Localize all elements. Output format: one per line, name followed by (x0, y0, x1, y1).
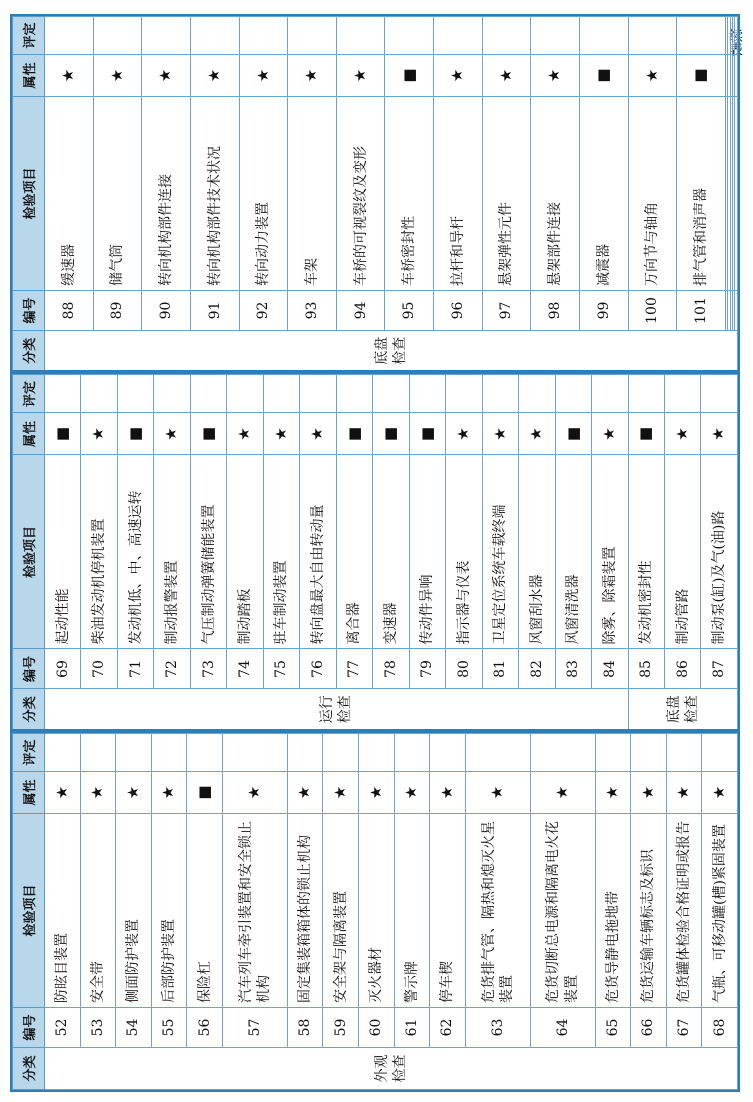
item-name: 防眩目装置 (45, 814, 81, 1008)
table-row (702, 734, 738, 1090)
item-name: 制动泵(缸)及气(油)路 (701, 455, 738, 649)
attribute-mark: ★ (45, 772, 81, 814)
evaluation-cell (93, 17, 142, 55)
table-row (287, 734, 323, 1090)
item-name: 万向节与轴角 (628, 97, 677, 291)
evaluation-cell (664, 375, 700, 413)
item-name: 转向盘最大自由转动量 (300, 455, 336, 649)
category-cell: 运行检查 (45, 689, 629, 731)
item-number: 60 (359, 1008, 395, 1048)
evaluation-cell (336, 17, 385, 55)
item-name: 驻车制动装置 (263, 455, 299, 649)
table-row (631, 734, 667, 1090)
table-row (81, 375, 117, 731)
item-name: 排气管和消声器 (677, 97, 726, 291)
table-row (735, 17, 738, 373)
table-row (222, 734, 287, 1090)
item-number: 99 (580, 291, 629, 331)
table-row (154, 375, 190, 731)
table-row (359, 734, 395, 1090)
evaluation-cell (336, 375, 372, 413)
header-attribute: 属性 (13, 55, 45, 97)
attribute-mark: ■ (187, 772, 223, 814)
evaluation-cell (227, 375, 263, 413)
item-name: 转向动力装置 (239, 97, 288, 291)
evaluation-cell (677, 17, 726, 55)
item-number: 58 (287, 1008, 323, 1048)
item-name: 制动报警装置 (154, 455, 190, 649)
attribute-mark: ■ (373, 413, 409, 455)
table-row (430, 734, 466, 1090)
evaluation-cell (702, 734, 738, 772)
continued-label: 续表 (727, 28, 743, 56)
table-row (263, 375, 299, 731)
item-name: 柴油发动机停机装置 (81, 455, 117, 649)
item-name: 气瓶、可移动罐(槽)紧固装置 (702, 814, 738, 1008)
item-number: 91 (190, 291, 239, 331)
evaluation-cell (592, 375, 628, 413)
table-row (190, 17, 239, 373)
attribute-mark: ■ (45, 413, 81, 455)
item-number: 88 (45, 291, 94, 331)
table-row (80, 734, 116, 1090)
evaluation-cell (45, 17, 94, 55)
attribute-mark: ■ (580, 55, 629, 97)
item-name: 指示器与仪表 (446, 455, 482, 649)
item-name: 悬架部件连接 (531, 97, 580, 291)
attribute-mark: ★ (359, 772, 395, 814)
table-row (592, 375, 628, 731)
item-name: 悬架弹性元件 (482, 97, 531, 291)
attribute-mark: ■ (409, 413, 445, 455)
attribute-mark: ■ (555, 413, 591, 455)
attribute-mark: ■ (628, 413, 664, 455)
attribute-mark: ★ (628, 55, 677, 97)
item-number: 52 (45, 1008, 81, 1048)
evaluation-cell (530, 734, 595, 772)
table-row (666, 734, 702, 1090)
item-number: 54 (116, 1008, 152, 1048)
attribute-mark: ★ (288, 55, 337, 97)
item-number: 71 (117, 649, 153, 689)
category-cell: 底盘检查 (45, 331, 738, 373)
attribute-mark: ★ (93, 55, 142, 97)
table-row (116, 734, 152, 1090)
header-item: 检验项目 (13, 814, 45, 1008)
evaluation-cell (531, 17, 580, 55)
item-number: 98 (531, 291, 580, 331)
evaluation-cell (117, 375, 153, 413)
evaluation-cell (81, 375, 117, 413)
table-row (93, 17, 142, 373)
item-number: 59 (323, 1008, 359, 1048)
item-name: 汽车列车牵引装置和安全锁止机构 (222, 814, 287, 1008)
table-row (336, 375, 372, 731)
evaluation-cell (116, 734, 152, 772)
item-name: 拉杆和导杆 (434, 97, 483, 291)
table-row (142, 17, 191, 373)
header-attribute: 属性 (13, 772, 45, 814)
table-row (187, 734, 223, 1090)
item-number: 78 (373, 649, 409, 689)
attribute-mark (735, 55, 738, 97)
inspection-table (10, 14, 740, 1092)
item-name: 车桥密封性 (385, 97, 434, 291)
attribute-mark: ★ (154, 413, 190, 455)
item-name: 危货导静电拖地带 (595, 814, 631, 1008)
evaluation-cell (385, 17, 434, 55)
item-number: 62 (430, 1008, 466, 1048)
table-row (300, 375, 336, 731)
item-number: 96 (434, 291, 483, 331)
evaluation-cell (465, 734, 530, 772)
table-row (555, 375, 591, 731)
item-number: 97 (482, 291, 531, 331)
attribute-mark: ★ (702, 772, 738, 814)
attribute-mark: ■ (385, 55, 434, 97)
evaluation-cell (287, 734, 323, 772)
table-row (482, 375, 518, 731)
attribute-mark: ■ (677, 55, 726, 97)
item-number: 85 (628, 649, 664, 689)
table-row (151, 734, 187, 1090)
item-number: 82 (519, 649, 555, 689)
item-number: 89 (93, 291, 142, 331)
evaluation-cell (190, 375, 226, 413)
item-number: 101 (677, 291, 726, 331)
header-number: 编号 (13, 649, 45, 689)
item-number: 94 (336, 291, 385, 331)
item-name: 危货罐体检验合格证明或报告 (666, 814, 702, 1008)
evaluation-cell (142, 17, 191, 55)
item-name: 离合器 (336, 455, 372, 649)
item-number: 70 (81, 649, 117, 689)
attribute-mark: ★ (595, 772, 631, 814)
item-name: 卫星定位系统车载终端 (482, 455, 518, 649)
evaluation-cell (595, 734, 631, 772)
attribute-mark: ★ (80, 772, 116, 814)
item-number: 66 (631, 1008, 667, 1048)
table-rotated-body (12, 16, 738, 1090)
header-category: 分类 (13, 689, 45, 731)
attribute-mark: ■ (190, 413, 226, 455)
attribute-mark: ★ (287, 772, 323, 814)
evaluation-cell (409, 375, 445, 413)
table-row (580, 17, 629, 373)
table-row (595, 734, 631, 1090)
evaluation-cell (580, 17, 629, 55)
attribute-mark: ★ (482, 55, 531, 97)
item-name: 安全带 (80, 814, 116, 1008)
item-name: 安全架与隔离装置 (323, 814, 359, 1008)
table-row (465, 734, 530, 1090)
header-number: 编号 (13, 1008, 45, 1048)
table-row (385, 17, 434, 373)
item-name: 变速器 (373, 455, 409, 649)
header-evaluation: 评定 (13, 375, 45, 413)
table-row (45, 375, 81, 731)
table-row (434, 17, 483, 373)
item-number: 86 (664, 649, 700, 689)
item-name: 制动踏板 (227, 455, 263, 649)
table-row (446, 375, 482, 731)
table-row (628, 375, 664, 731)
item-number: 67 (666, 1008, 702, 1048)
evaluation-cell (288, 17, 337, 55)
item-name: 制动管路 (664, 455, 700, 649)
attribute-mark: ★ (300, 413, 336, 455)
table-row (45, 17, 94, 373)
evaluation-cell (555, 375, 591, 413)
item-name: 气压制动弹簧储能装置 (190, 455, 226, 649)
evaluation-cell (735, 17, 738, 55)
evaluation-cell (701, 375, 738, 413)
item-number: 92 (239, 291, 288, 331)
item-number: 90 (142, 291, 191, 331)
evaluation-cell (45, 375, 81, 413)
attribute-mark: ★ (116, 772, 152, 814)
table-row (394, 734, 430, 1090)
item-name: 警示牌 (394, 814, 430, 1008)
attribute-mark: ★ (239, 55, 288, 97)
item-number: 80 (446, 649, 482, 689)
table-band (12, 733, 738, 1090)
attribute-mark: ★ (519, 413, 555, 455)
item-number: 74 (227, 649, 263, 689)
header-category: 分类 (13, 1048, 45, 1090)
evaluation-cell (151, 734, 187, 772)
evaluation-cell (80, 734, 116, 772)
item-number: 72 (154, 649, 190, 689)
evaluation-cell (430, 734, 466, 772)
item-name: 减震器 (580, 97, 629, 291)
table-row (677, 17, 726, 373)
item-number: 73 (190, 649, 226, 689)
attribute-mark: ★ (190, 55, 239, 97)
item-name: 危货排气管、隔热和熄灭火星装置 (465, 814, 530, 1008)
attribute-mark: ★ (323, 772, 359, 814)
attribute-mark: ★ (592, 413, 628, 455)
item-number: 84 (592, 649, 628, 689)
item-name: 侧面防护装置 (116, 814, 152, 1008)
evaluation-cell (154, 375, 190, 413)
attribute-mark: ★ (142, 55, 191, 97)
evaluation-cell (519, 375, 555, 413)
item-name: 风窗刮水器 (519, 455, 555, 649)
evaluation-cell (263, 375, 299, 413)
item-name: 传动件异响 (409, 455, 445, 649)
attribute-mark: ★ (430, 772, 466, 814)
table-row (227, 375, 263, 731)
header-attribute: 属性 (13, 413, 45, 455)
attribute-mark: ★ (81, 413, 117, 455)
item-name: 发动机密封性 (628, 455, 664, 649)
item-number: 65 (595, 1008, 631, 1048)
header-item: 检验项目 (13, 455, 45, 649)
table-row (336, 17, 385, 373)
item-name: 保险杠 (187, 814, 223, 1008)
attribute-mark: ★ (263, 413, 299, 455)
item-number: 61 (394, 1008, 430, 1048)
evaluation-cell (631, 734, 667, 772)
category-cell: 外观检查 (45, 1048, 738, 1090)
item-number: 56 (187, 1008, 223, 1048)
evaluation-cell (628, 375, 664, 413)
evaluation-cell (187, 734, 223, 772)
header-number: 编号 (13, 291, 45, 331)
item-name: 灭火器材 (359, 814, 395, 1008)
table-row (117, 375, 153, 731)
evaluation-cell (222, 734, 287, 772)
evaluation-cell (300, 375, 336, 413)
attribute-mark: ■ (336, 413, 372, 455)
table-row (664, 375, 700, 731)
table-row (190, 375, 226, 731)
item-name (735, 97, 738, 291)
table-row (701, 375, 738, 731)
evaluation-cell (373, 375, 409, 413)
table-row (373, 375, 409, 731)
item-number: 64 (530, 1008, 595, 1048)
table-row (628, 17, 677, 373)
evaluation-cell (359, 734, 395, 772)
attribute-mark: ★ (394, 772, 430, 814)
attribute-mark: ★ (530, 772, 595, 814)
attribute-mark: ★ (482, 413, 518, 455)
item-number: 81 (482, 649, 518, 689)
evaluation-cell (394, 734, 430, 772)
item-number: 69 (45, 649, 81, 689)
item-name: 储气筒 (93, 97, 142, 291)
attribute-mark: ★ (434, 55, 483, 97)
evaluation-cell (323, 734, 359, 772)
attribute-mark: ★ (151, 772, 187, 814)
table-row (482, 17, 531, 373)
item-name: 危货运输车辆标志及标识 (631, 814, 667, 1008)
item-number: 87 (701, 649, 738, 689)
item-number: 57 (222, 1008, 287, 1048)
item-name: 危货切断总电源和隔离电火花装置 (530, 814, 595, 1008)
attribute-mark: ★ (222, 772, 287, 814)
item-name: 转向机构部件连接 (142, 97, 191, 291)
item-number: 76 (300, 649, 336, 689)
attribute-mark: ★ (465, 772, 530, 814)
header-evaluation: 评定 (13, 17, 45, 55)
evaluation-cell (482, 17, 531, 55)
item-number: 83 (555, 649, 591, 689)
item-number: 55 (151, 1008, 187, 1048)
item-name: 车架 (288, 97, 337, 291)
table-row (288, 17, 337, 373)
table-row (45, 734, 81, 1090)
attribute-mark: ★ (664, 413, 700, 455)
attribute-mark: ★ (701, 413, 738, 455)
table-row (409, 375, 445, 731)
evaluation-cell (666, 734, 702, 772)
item-number: 75 (263, 649, 299, 689)
header-item: 检验项目 (13, 97, 45, 291)
evaluation-cell (45, 734, 81, 772)
attribute-mark: ★ (446, 413, 482, 455)
attribute-mark: ★ (45, 55, 94, 97)
item-number: 77 (336, 649, 372, 689)
item-number: 68 (702, 1008, 738, 1048)
item-number: 79 (409, 649, 445, 689)
item-name: 发动机低、中、高速运转 (117, 455, 153, 649)
attribute-mark: ■ (117, 413, 153, 455)
item-number (735, 291, 738, 331)
item-number: 93 (288, 291, 337, 331)
table-band (12, 375, 738, 734)
header-evaluation: 评定 (13, 734, 45, 772)
attribute-mark: ★ (666, 772, 702, 814)
table-row (530, 734, 595, 1090)
evaluation-cell (239, 17, 288, 55)
item-name: 缓速器 (45, 97, 94, 291)
attribute-mark: ★ (631, 772, 667, 814)
attribute-mark: ★ (227, 413, 263, 455)
item-name: 固定集装箱箱体的锁止机构 (287, 814, 323, 1008)
item-name: 风窗清洗器 (555, 455, 591, 649)
item-name: 后部防护装置 (151, 814, 187, 1008)
attribute-mark: ★ (531, 55, 580, 97)
item-number: 53 (80, 1008, 116, 1048)
evaluation-cell (628, 17, 677, 55)
table-row (323, 734, 359, 1090)
table-row (239, 17, 288, 373)
evaluation-cell (190, 17, 239, 55)
item-name: 转向机构部件技术状况 (190, 97, 239, 291)
item-name: 除雾、除霜装置 (592, 455, 628, 649)
attribute-mark: ★ (336, 55, 385, 97)
table-row (531, 17, 580, 373)
table-band (12, 16, 738, 375)
evaluation-cell (434, 17, 483, 55)
item-name: 起动性能 (45, 455, 81, 649)
item-name: 停车楔 (430, 814, 466, 1008)
evaluation-cell (482, 375, 518, 413)
item-number: 95 (385, 291, 434, 331)
header-category: 分类 (13, 331, 45, 373)
item-name: 车桥的可视裂纹及变形 (336, 97, 385, 291)
table-row (519, 375, 555, 731)
category-cell: 底盘检查 (628, 689, 738, 731)
item-number: 100 (628, 291, 677, 331)
item-number: 63 (465, 1008, 530, 1048)
evaluation-cell (446, 375, 482, 413)
